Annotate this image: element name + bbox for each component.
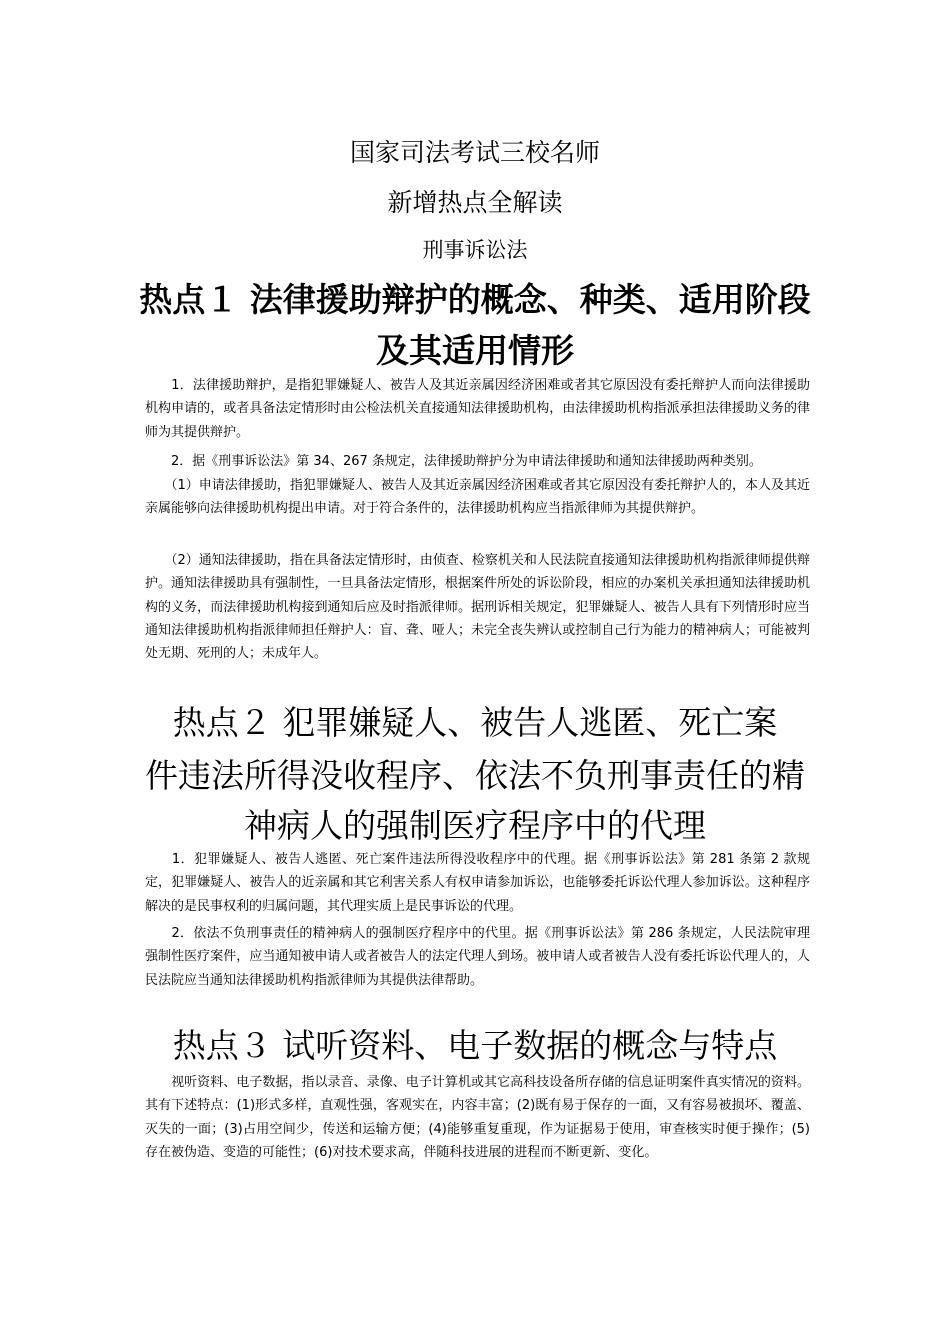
- document-title: 国家司法考试三校名师: [349, 138, 600, 167]
- section1-paragraph-1: 1．法律援助辩护，是指犯罪嫌疑人、被告人及其近亲属因经济困难或者其它原因没有委托辩护人而向法律援助机构申请的，或者具备法定情形时由公检法机关直接通知法律援助机构，由法律援助机构指派承担法律援助义务的律师为其提供辩护。: [145, 378, 810, 440]
- section3-paragraph-1: 视听资料、电子数据，指以录音、录像、电子计算机或其它高科技设备所存储的信息证明案件真实情况的资料。其有下述特点：(1)形式多样，直观性强，客观实在，内容丰富；(2)既有易于保存的一面，又有容易被损坏、覆盖、灭失的一面；(3)占用空间少，传送和运输方便；(4)能够重复重现，作为证据易于使用，审查核实时便于操作；(5)存在被伪造、变造的可能性；(6)对技术要求高，伴随科技进展的进程而不断更新、变化。: [145, 1075, 810, 1160]
- section2-heading-line2: 件违法所得没收程序、依法不负刑事责任的精: [145, 756, 805, 795]
- section2-heading-line3: 神病人的强制医疗程序中的代理: [244, 806, 706, 845]
- subject-title: 刑事诉讼法: [422, 238, 528, 262]
- document-subtitle: 新增热点全解读: [387, 188, 563, 217]
- section1-paragraph-2: 2．据《刑事诉讼法》第 34、267 条规定，法律援助辩护分为申请法律援助和通知法律援助两种类别。: [145, 454, 762, 469]
- section2-paragraph-2: 2．依法不负刑事责任的精神病人的强制医疗程序中的代里。据《刑事诉讼法》第 286 条规定，人民法院审理强制性医疗案件，应当通知被申请人或者被告人的法定代理人到场。被申请人或者被告人没有委托诉讼代理人的，人民法院应当通知法律援助机构指派律师为其提供法律帮助。: [145, 926, 810, 988]
- section1-heading-line1: 热点１ 法律援助辩护的概念、种类、适用阶段: [139, 280, 811, 319]
- section2-heading-line1: 热点２ 犯罪嫌疑人、被告人逃匿、死亡案: [172, 703, 778, 742]
- section1-heading-line2: 及其适用情形: [376, 331, 574, 370]
- section2-paragraph-1: 1．犯罪嫌疑人、被告人逃匿、死亡案件违法所得没收程序中的代理。据《刑事诉讼法》第 281 条第 2 款规定，犯罪嫌疑人、被告人的近亲属和其它利害关系人有权申请参加诉讼，也能够委托诉讼代理人参加诉讼。这种程序解决的是民事权利的归属问题，其代理实质上是民事诉讼的代理。: [145, 852, 810, 914]
- section1-paragraph-3: （1）申请法律援助，指犯罪嫌疑人、被告人及其近亲属因经济困难或者其它原因没有委托辩护人的，本人及其近亲属能够向法律援助机构提出申请。对于符合条件的，法律援助机构应当指派律师为其提供辩护。: [145, 478, 810, 517]
- section3-heading: 热点３ 试听资料、电子数据的概念与特点: [172, 1026, 778, 1065]
- section1-paragraph-4: （2）通知法律援助，指在具备法定情形时，由侦查、检察机关和人民法院直接通知法律援助机构指派律师提供辩护。通知法律援助具有强制性，一旦具备法定情形，根据案件所处的诉讼阶段，相应的办案机关承担通知法律援助机构的义务，而法律援助机构接到通知后应及时指派律师。据刑诉相关规定，犯罪嫌疑人、被告人具有下列情形时应当通知法律援助机构指派律师担任辩护人：盲、聋、哑人；未完全丧失辨认或控制自己行为能力的精神病人；可能被判处无期、死刑的人；未成年人。: [145, 553, 810, 662]
